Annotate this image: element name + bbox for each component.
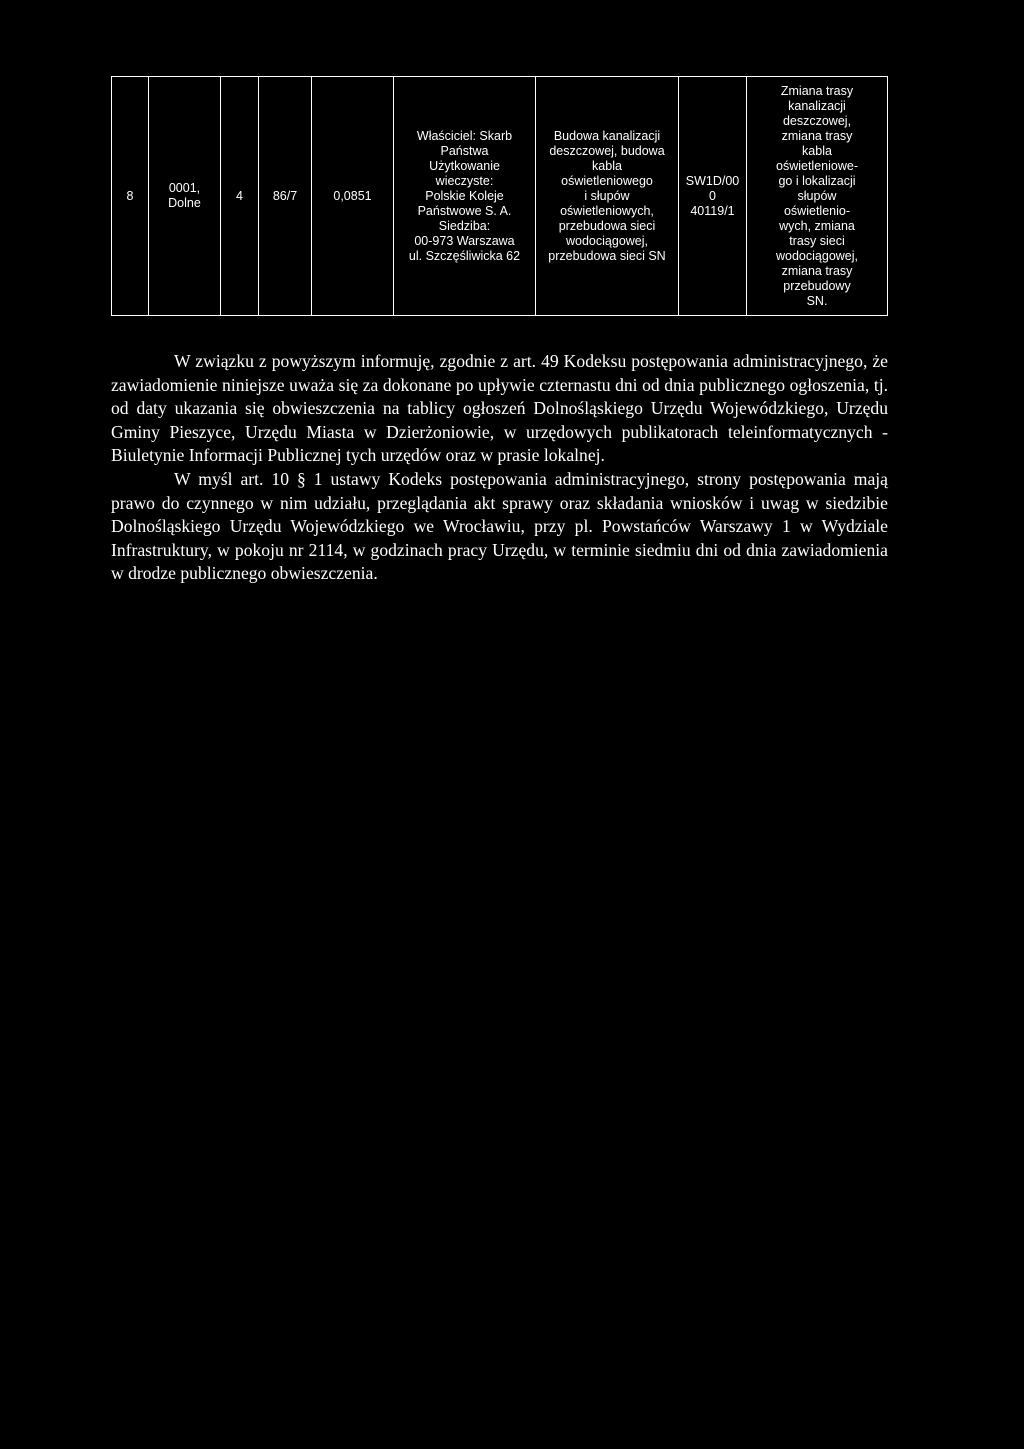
paragraph-art-10: W myśl art. 10 § 1 ustawy Kodeks postępowania administracyjnego, strony postępowania mają prawo do czynnego w nim udziału, przeglądania akt sprawy oraz składania wniosków i uwag w siedzibie Dolnośląskiego Urzędu Wojewódzkiego we Wrocławiu, przy pl. Powstańców Warszawy 1 w Wydziale Infrastruktury, w pokoju nr 2114, w godzinach pracy Urzędu, w terminie siedmiu dni od dnia zawiadomienia w drodze publicznego obwieszczenia. <box>111 468 888 584</box>
cell-powierzchnia: 0,0851 <box>312 77 394 316</box>
parcel-table <box>111 76 887 316</box>
cell-obreb: 0001, Dolne <box>149 77 221 316</box>
paragraph-art-49: W związku z powyższym informuję, zgodnie z art. 49 Kodeksu postępowania administracyjnego, że zawiadomienie niniejsze uważa się za dokonane po upływie czternastu dni od dnia publicznego ogłoszenia, tj. od daty ukazania się obwieszczenia na tablicy ogłoszeń Dolnośląskiego Urzędu Wojewódzkiego, Urzędu Gminy Pieszyce, Urzędu Miasta w Dzierżoniowie, w urzędowych publikatorach teleinformatycznych - Biuletynie Informacji Publicznej tych urzędów oraz w prasie lokalnej. <box>111 351 888 466</box>
cell-arkusz: 4 <box>221 77 259 316</box>
notice-body <box>111 350 888 586</box>
cell-wlasciciel: Właściciel: Skarb Państwa Użytkowanie wieczyste: Polskie Koleje Państwowe S. A. Siedziba: 00-973 Warszawa ul. Szczęśliwicka 62 <box>394 77 536 316</box>
cell-lp: 8 <box>112 77 149 316</box>
cell-dzialka: 86/7 <box>259 77 312 316</box>
cell-zakres: Budowa kanalizacji deszczowej, budowa kabla oświetleniowego i słupów oświetleniowych, przebudowa sieci wodociągowej, przebudowa sieci SN <box>536 77 679 316</box>
cell-nr-decyzji: SW1D/000 40119/1 <box>679 77 747 316</box>
table-row <box>112 77 888 316</box>
parcel-table-grid <box>111 76 888 316</box>
cell-zmiana: Zmiana trasy kanalizacji deszczowej, zmiana trasy kabla oświetleniowe- go i lokalizacji słupów oświetlenio- wych, zmiana trasy sieci wodociągowej, zmiana trasy przebudowy SN. <box>747 77 888 316</box>
